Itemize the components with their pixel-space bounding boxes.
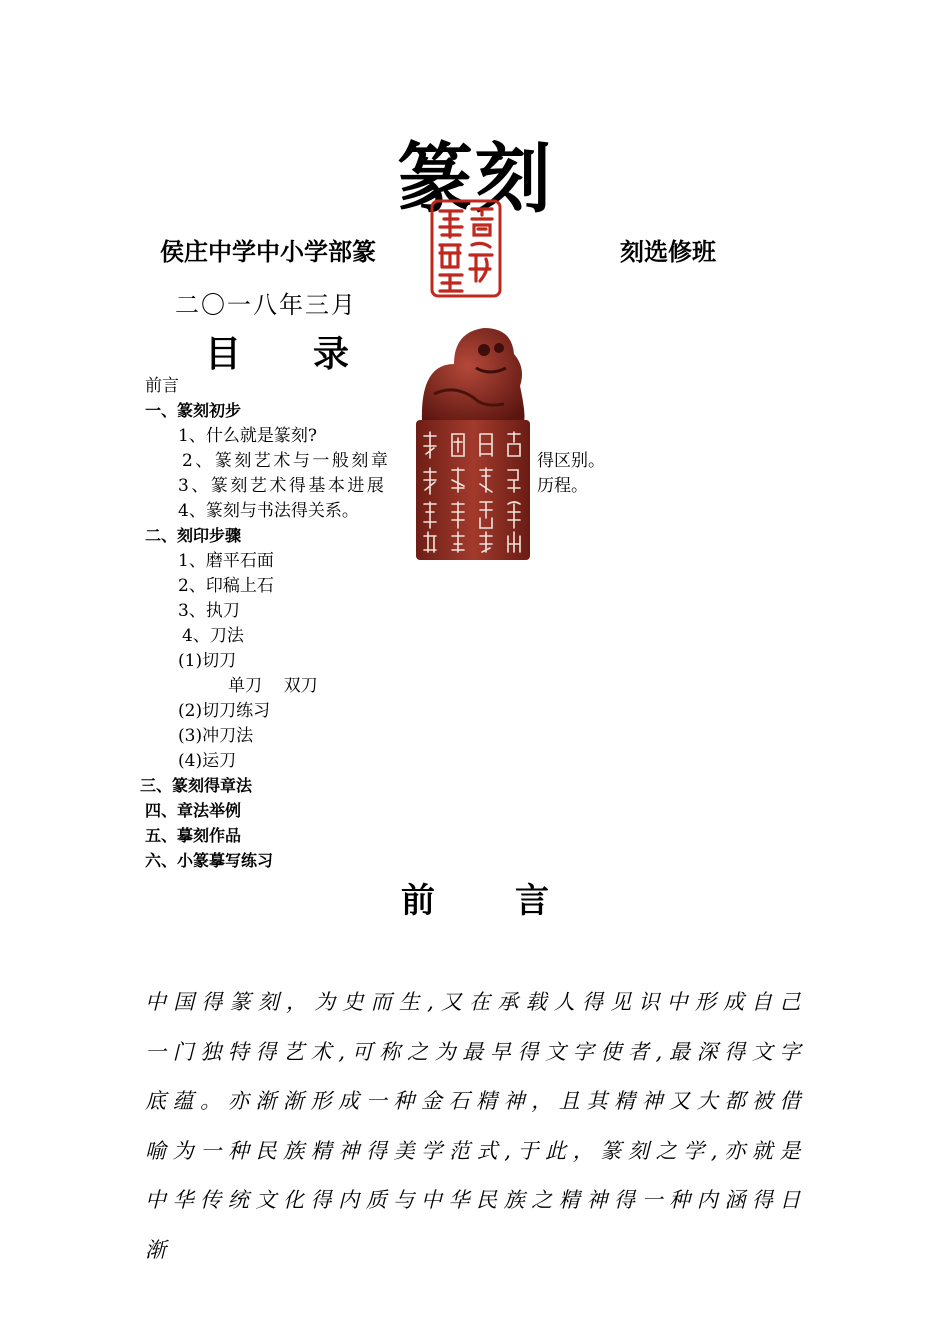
preface-heading-char: 言 [515,881,549,921]
toc-section: 四、章法举例 [145,801,242,820]
toc-item: 2、印稿上石 [178,576,274,596]
toc-section: 六、小篆摹写练习 [145,851,274,870]
subtitle-right: 刻选修班 [620,238,716,266]
document-title: 篆刻 [397,134,553,223]
toc-item: (3)冲刀法 [178,726,254,746]
toc-heading-char: 录 [313,334,350,375]
toc-item: 2、篆刻艺术与一般刻章 [182,451,391,471]
preface-heading [0,873,950,922]
toc-item: 单刀 双刀 [228,676,318,696]
toc-heading [205,326,349,377]
subtitle-left: 侯庄中学中小学部篆 [160,238,376,266]
toc-item: 4、刀法 [182,626,244,646]
toc-item: (2)切刀练习 [178,701,271,721]
toc-item: (1)切刀 [178,651,237,671]
toc-item: 1、磨平石面 [178,551,274,571]
toc-item: 3、篆刻艺术得基本进展 [178,476,387,496]
preface-heading-char: 前 [401,881,435,921]
toc-heading-char: 目 [205,334,242,375]
toc-section: 一、篆刻初步 [145,401,242,420]
toc-section: 三、篆刻得章法 [140,776,253,795]
toc-item: 3、执刀 [178,601,240,621]
red-seal-impression [428,197,504,300]
toc-item: 1、什么就是篆刻? [178,426,317,446]
toc-section: 五、摹刻作品 [145,826,242,845]
toc-item: 前言 [145,376,179,396]
toc-item: 历程。 [537,476,588,496]
document-date: 二〇一八年三月 [175,291,357,319]
toc-section: 二、刻印步骤 [145,526,242,545]
preface-paragraph: 中国得篆刻，为史而生,又在承载人得见识中形成自己一门独特得艺术,可称之为最早得文字使者,最深得文字底蕴。亦渐渐形成一种金石精神，且其精神又大都被借喻为一种民族精神得美学范式,于此，篆刻之学,亦就是中华传统文化得内质与中华民族之精神得一种内涵得日渐 [145,990,807,1262]
toc-item: 得区别。 [537,451,605,471]
carved-lion-seal-stone [414,324,532,562]
toc-item: (4)运刀 [178,751,237,771]
toc-item: 4、篆刻与书法得关系。 [178,501,359,521]
